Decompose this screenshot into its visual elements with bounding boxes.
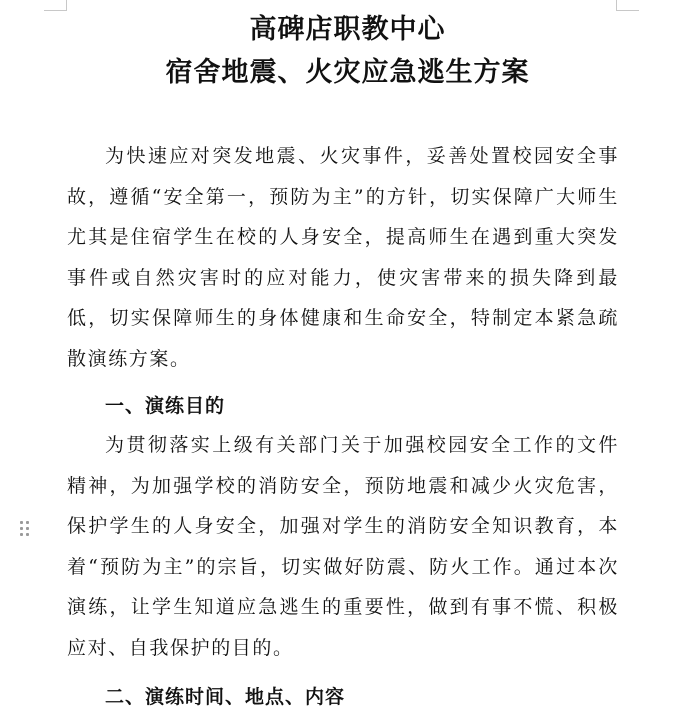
- section-2-heading[interactable]: 二、演练时间、地点、内容: [105, 686, 346, 708]
- drag-handle-dot: [20, 533, 23, 536]
- drag-handle-dot: [20, 527, 23, 530]
- document-title-line-1: 高碑店职教中心: [249, 14, 446, 45]
- section-1-paragraph[interactable]: 为贯彻落实上级有关部门关于加强校园安全工作的文件精神，为加强学校的消防安全，预防地震和减少火灾危害，保护学生的人身安全，加强对学生的消防安全知识教育，本着“预防为主”的宗旨，切实做好防震、防火工作。通过本次演练，让学生知道应急逃生的重要性，做到有事不慌、积极应对、自我保护的目的。: [67, 434, 619, 659]
- section-1-heading[interactable]: 一、演练目的: [105, 395, 226, 417]
- page-corner-mark-left: [44, 0, 67, 11]
- drag-handle-dot: [26, 521, 29, 524]
- page-corner-mark-right: [616, 0, 639, 11]
- document-title-line-2: 宿舍地震、火灾应急逃生方案: [165, 57, 530, 88]
- drag-handle-dot: [20, 521, 23, 524]
- drag-handle-dot: [26, 533, 29, 536]
- intro-paragraph[interactable]: 为快速应对突发地震、火灾事件，妥善处置校园安全事故，遵循“安全第一，预防为主”的方针，切实保障广大师生尤其是住宿学生在校的人身安全，提高师生在遇到重大突发事件或自然灾害时的应对能力，使灾害带来的损失降到最低，切实保障师生的身体健康和生命安全，特制定本紧急疏散演练方案。: [67, 145, 619, 370]
- drag-handle-dot: [26, 527, 29, 530]
- drag-handle-icon[interactable]: [20, 521, 30, 537]
